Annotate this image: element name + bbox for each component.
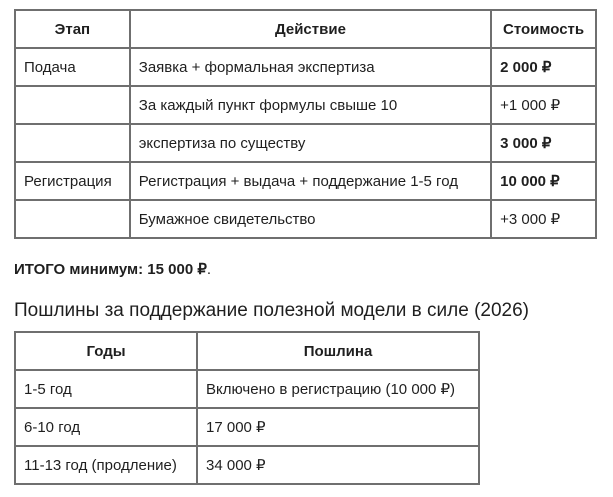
cell-action: За каждый пункт формулы свыше 10 — [130, 86, 491, 124]
cell-fee: 34 000 ₽ — [197, 446, 479, 484]
header-action: Действие — [130, 10, 491, 48]
cell-stage — [15, 124, 130, 162]
table-row — [15, 408, 479, 446]
table-row — [15, 162, 596, 200]
cell-cost: 3 000 ₽ — [491, 124, 596, 162]
total-label: ИТОГО минимум: 15 000 ₽ — [14, 261, 207, 278]
table-header-row — [15, 10, 596, 48]
maintenance-heading: Пошлины за поддержание полезной модели в силе (2026) — [14, 300, 530, 321]
header-fee: Пошлина — [197, 332, 479, 370]
cell-action: Регистрация + выдача + поддержание 1-5 год — [130, 162, 491, 200]
header-years: Годы — [15, 332, 197, 370]
cell-cost: 10 000 ₽ — [491, 162, 596, 200]
cell-fee: 17 000 ₽ — [197, 408, 479, 446]
header-cost: Стоимость — [491, 10, 596, 48]
cell-stage — [15, 200, 130, 238]
table-header-row — [15, 332, 479, 370]
table-row — [15, 200, 596, 238]
maintenance-table — [14, 331, 480, 485]
cell-cost: 2 000 ₽ — [491, 48, 596, 86]
table-row — [15, 370, 479, 408]
cell-stage — [15, 86, 130, 124]
cell-years: 1-5 год — [15, 370, 197, 408]
table-row — [15, 446, 479, 484]
cell-years: 6-10 год — [15, 408, 197, 446]
cell-action: Бумажное свидетельство — [130, 200, 491, 238]
fees-table — [14, 9, 597, 239]
cell-cost: +1 000 ₽ — [491, 86, 596, 124]
cell-years: 11-13 год (продление) — [15, 446, 197, 484]
table-row — [15, 124, 596, 162]
cell-action: экспертиза по существу — [130, 124, 491, 162]
cell-action: Заявка + формальная экспертиза — [130, 48, 491, 86]
total-summary — [14, 260, 211, 278]
total-suffix: . — [206, 261, 212, 278]
table-row — [15, 48, 596, 86]
cell-fee: Включено в регистрацию (10 000 ₽) — [197, 370, 479, 408]
cell-stage: Регистрация — [15, 162, 130, 200]
cell-cost: +3 000 ₽ — [491, 200, 596, 238]
cell-stage: Подача — [15, 48, 130, 86]
table-row — [15, 86, 596, 124]
header-stage: Этап — [15, 10, 130, 48]
